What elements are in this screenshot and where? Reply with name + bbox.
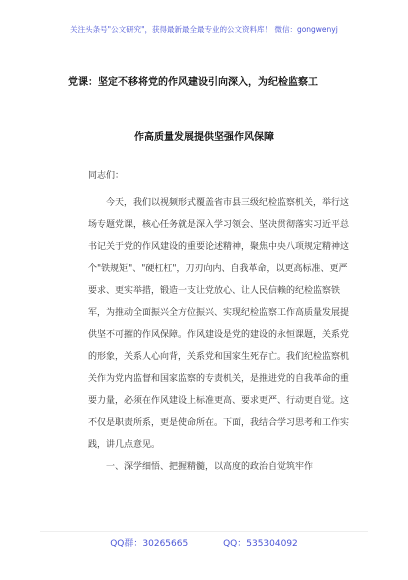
document-title-line-1: 党课：坚定不移将党的作风建设引向深入，为纪检监察工 — [68, 77, 318, 88]
footer-contact — [0, 536, 408, 549]
salutation: 同志们： — [88, 171, 125, 181]
footer-qq-group: QQ群：30265665 — [110, 539, 189, 549]
header-promo-note: 关注头条号"公文研究"，获得最新最全最专业的公文资料库！ 微信：gongwenyj — [70, 25, 338, 34]
footer-qq-number: QQ：535304092 — [223, 539, 298, 549]
body-paragraph-1: 今天，我们以视频形式覆盖省市县三级纪检监察机关，举行这场专题党课，核心任务就是深入学习领会、坚决贯彻落实习近平总书记关于党的作风建设的重要论述精神，聚焦中央八项规定精神这个"铁规矩"、"硬杠杠"，刀刃向内、自我革命，以更高标准、更严要求、更实举措，锻造一支让党放心、让人民信赖的纪检监察铁军，为推动全面振兴全方位振兴、实现纪检监察工作高质量发展提供坚不可摧的作风保障。作风建设是党的建设的永恒课题，关系党的形象，关系人心向背，关系党和国家生死存亡。我们纪检监察机关作为党内监督和国家监察的专责机关，是推进党的自我革命的重要力量，必须在作风建设上标准更高、要求更严、行动更自觉。这不仅是职责所系，更是使命所在。下面，我结合学习思考和工作实践，讲几点意见。 — [88, 198, 350, 450]
footer-divider — [40, 531, 368, 532]
document-title-line-2: 作高质量发展提供坚强作风保障 — [134, 132, 274, 143]
document-body — [88, 192, 354, 478]
section-heading-1: 一、深学细悟、把握精髓，以高度的政治自觉筑牢作 — [106, 462, 314, 472]
